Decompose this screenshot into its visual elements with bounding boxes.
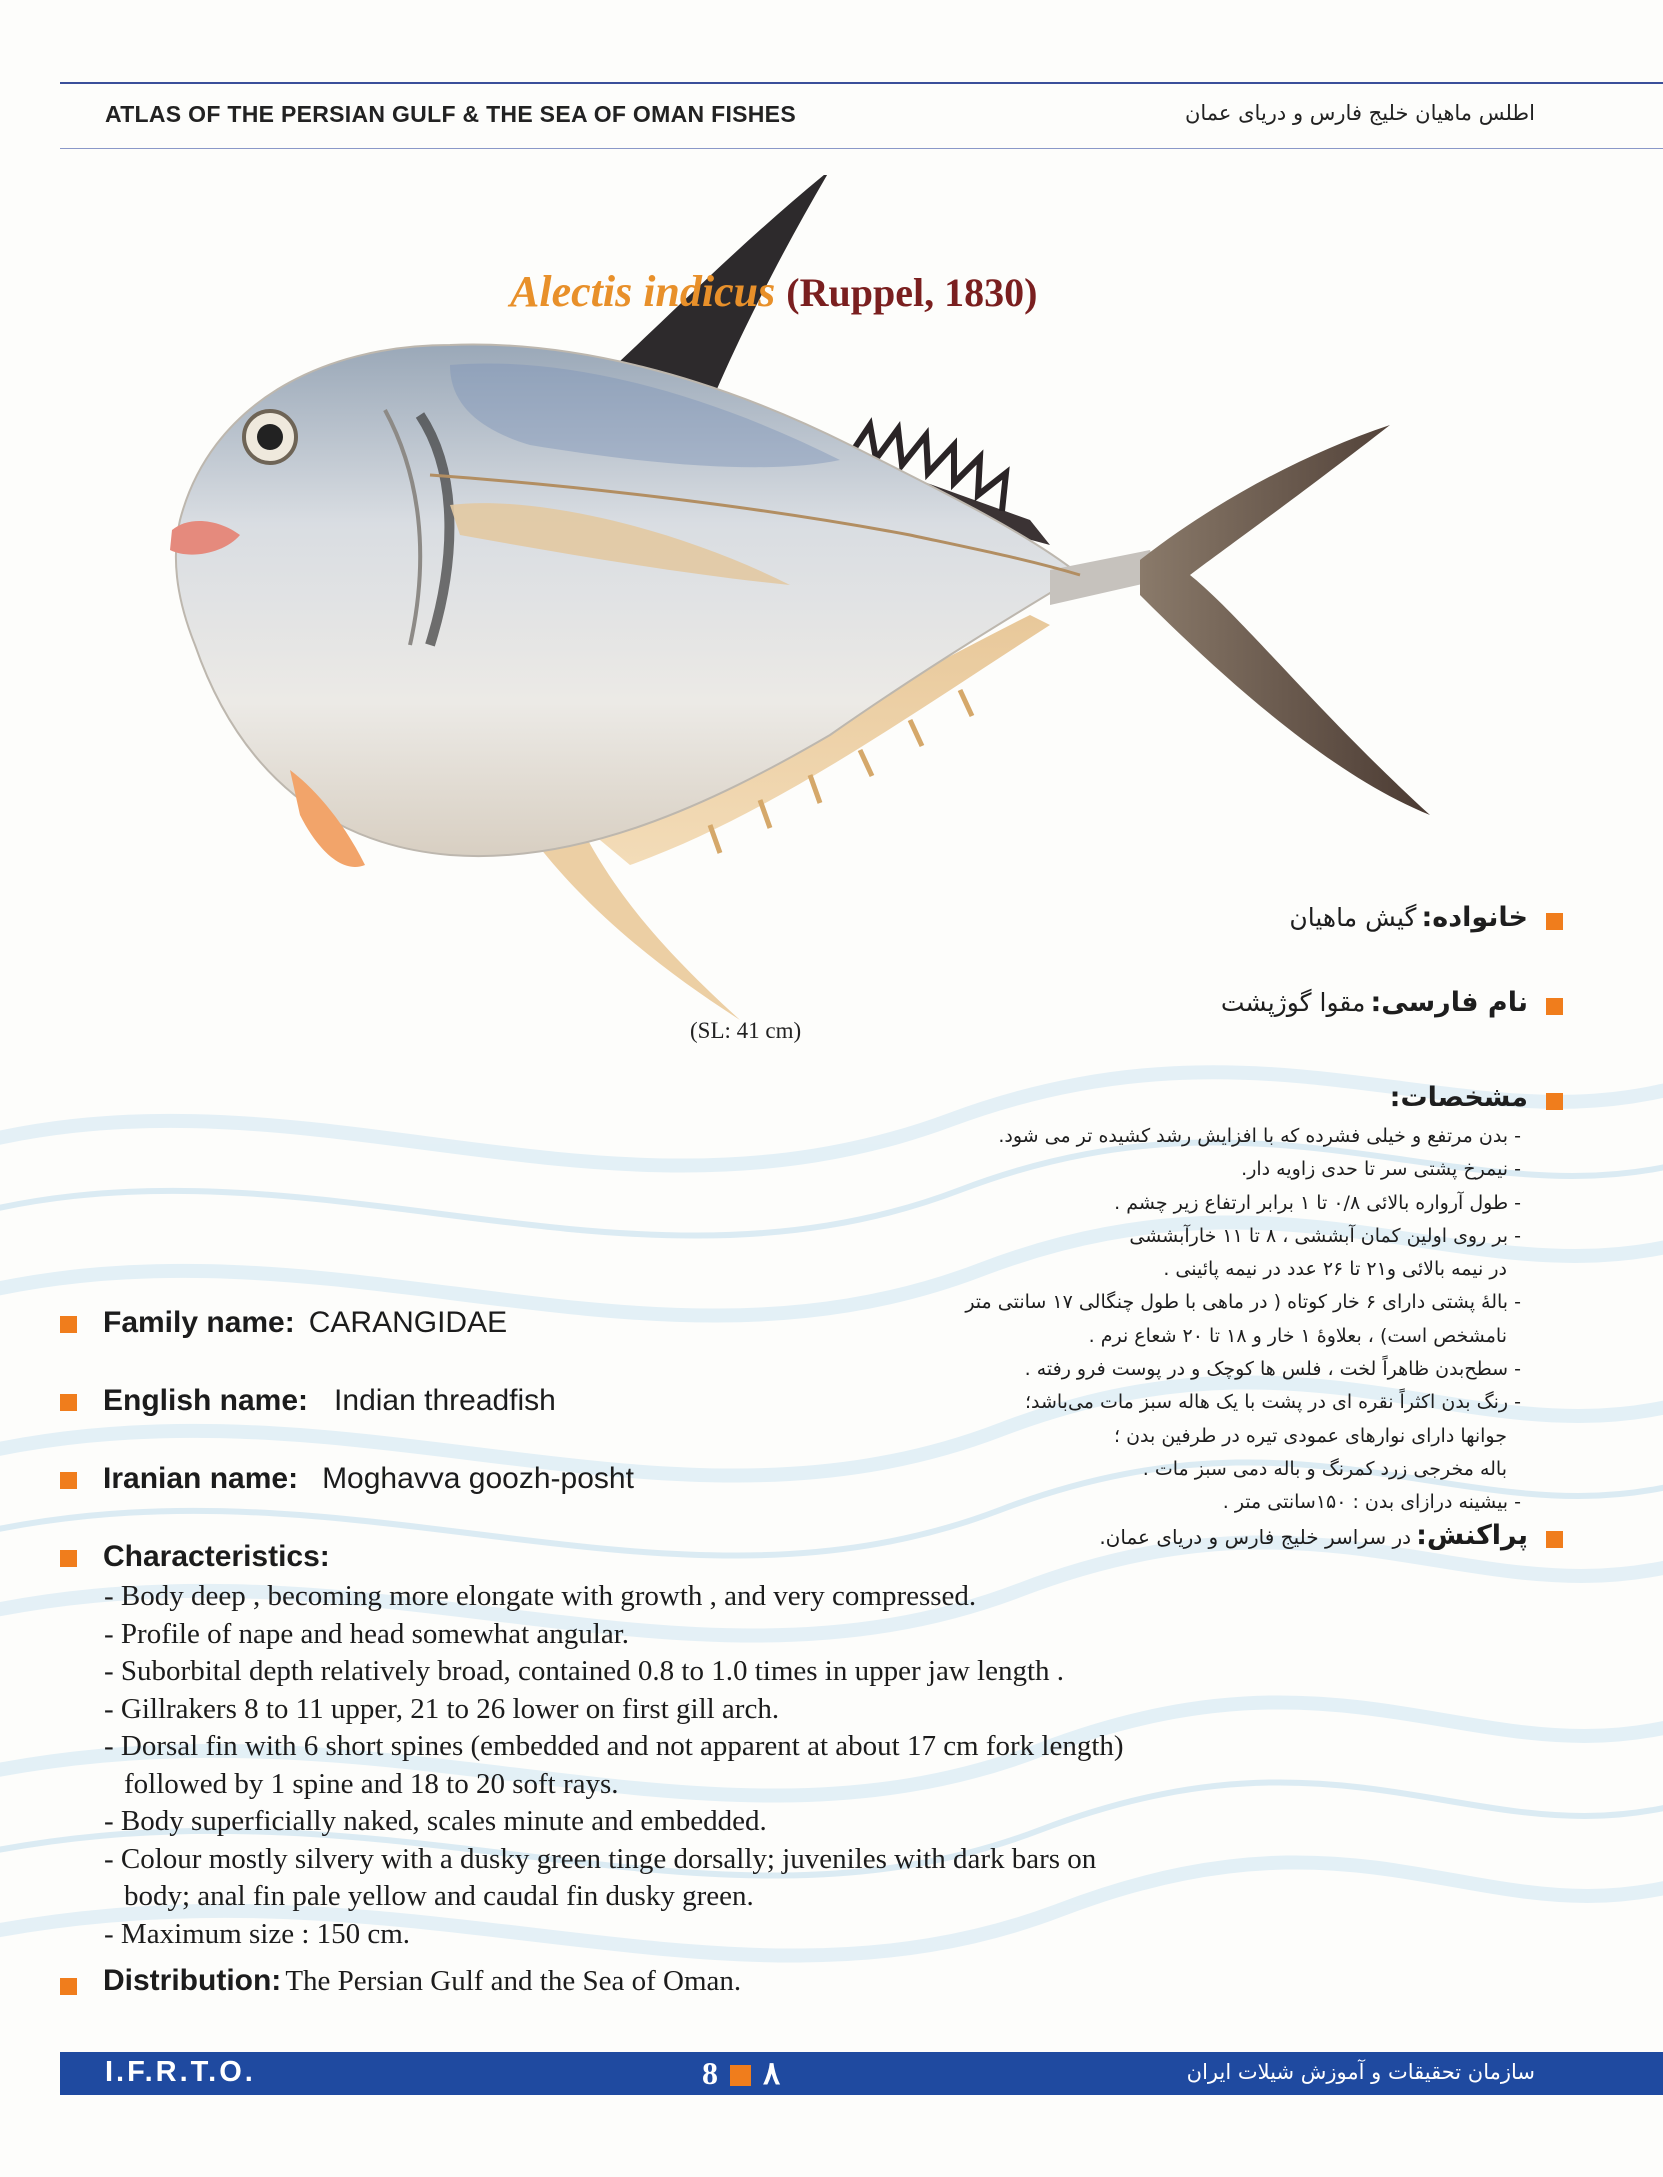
footer-org-persian: سازمان تحقیقات و آموزش شیلات ایران <box>1186 2060 1535 2084</box>
en-characteristic-line: - Dorsal fin with 6 short spines (embedded and not apparent at about 17 cm fork length) <box>104 1730 1124 1762</box>
en-characteristic-line: - Body deep , becoming more elongate with growth , and very compressed. <box>104 1580 977 1612</box>
fa-characteristic-line: نامشخص است) ، بعلاوهٔ ۱ خار و ۱۸ تا ۲۰ شعاع نرم . <box>1088 1324 1507 1347</box>
footer-bar <box>60 2052 1663 2095</box>
fa-characteristic-line: - بالهٔ پشتی دارای ۶ خار کوتاه ( در ماهی با طول چنگالی ۱۷ سانتی متر <box>965 1291 1521 1314</box>
en-iranian-name-label: Iranian name: <box>103 1462 299 1495</box>
fa-name-label: نام فارسی: <box>1370 987 1528 1018</box>
en-characteristics-label: Characteristics: <box>103 1540 330 1573</box>
orange-square-bullet-icon <box>60 1978 77 1995</box>
en-characteristic-line: - Colour mostly silvery with a dusky green tinge dorsally; juveniles with dark bars on <box>104 1842 1097 1875</box>
fa-characteristics-heading <box>1390 1082 1563 1113</box>
en-family-row <box>60 1306 507 1340</box>
page-number-latin: 8 <box>702 2055 718 2091</box>
fa-family-label: خانواده: <box>1421 902 1528 933</box>
fa-characteristic-line: جوانها دارای نوارهای عمودی تیره در طرفین بدن ؛ <box>1114 1424 1507 1447</box>
orange-square-bullet-icon <box>60 1394 77 1411</box>
fa-name-value: مقوا گوژپشت <box>1220 988 1366 1017</box>
orange-square-bullet-icon <box>60 1472 77 1489</box>
header-rule-bottom <box>60 148 1663 149</box>
fa-family-row <box>1289 902 1563 933</box>
page-number-persian: ۸ <box>763 2055 781 2091</box>
orange-square-bullet-icon <box>60 1316 77 1333</box>
en-characteristics-list <box>104 1578 1124 1953</box>
running-header-english: ATLAS OF THE PERSIAN GULF & THE SEA OF OMAN FISHES <box>105 101 796 127</box>
fa-family-value: گیش ماهیان <box>1289 903 1417 932</box>
fa-characteristic-line: - طول آرواره بالائی ۰/۸ تا ۱ برابر ارتفاع زیر چشم . <box>1114 1191 1521 1214</box>
fa-characteristic-line: - رنگ بدن اکثراً نقره ای در پشت با یک هاله سبز مات می‌باشد؛ <box>1024 1391 1521 1414</box>
orange-square-bullet-icon <box>730 2065 751 2086</box>
en-characteristic-line: - Maximum size : 150 cm. <box>104 1917 411 1950</box>
en-family-label: Family name: <box>103 1306 295 1339</box>
fa-characteristic-line: در نیمه بالائی و۲۱ تا ۲۶ عدد در نیمه پائینی . <box>1163 1258 1507 1281</box>
header-rule-top <box>60 82 1663 84</box>
en-characteristic-line: - Profile of nape and head somewhat angular. <box>104 1617 630 1650</box>
fa-characteristic-line: باله مخرجی زرد کمرنگ و باله دمی سبز مات . <box>1142 1457 1507 1480</box>
en-family-value: CARANGIDAE <box>308 1306 508 1339</box>
fa-distribution-label: پراکنش: <box>1416 1520 1528 1551</box>
en-distribution-value: The Persian Gulf and the Sea of Oman. <box>285 1965 742 1997</box>
species-authority: (Ruppel, 1830) <box>786 270 1038 315</box>
orange-square-bullet-icon <box>1546 1093 1563 1110</box>
orange-square-bullet-icon <box>1546 913 1563 930</box>
species-title <box>510 266 1037 317</box>
fa-characteristic-line: - بدن مرتفع و خیلی فشرده که با افزایش رشد کشیده تر می شود. <box>998 1125 1521 1147</box>
footer-org-english: I.F.R.T.O. <box>105 2056 256 2088</box>
en-characteristics-heading <box>60 1540 330 1574</box>
fa-characteristic-line: - بر روی اولین کمان آبششی ، ۸ تا ۱۱ خارآبششی <box>1129 1224 1521 1247</box>
fa-characteristic-line: - سطح‌بدن ظاهراً لخت ، فلس ها کوچک و در پوست فرو رفته . <box>1024 1358 1521 1381</box>
fa-characteristics-list <box>965 1120 1521 1520</box>
en-iranian-name-value: Moghavva goozh-posht <box>322 1462 634 1495</box>
standard-length-caption: (SL: 41 cm) <box>690 1018 802 1043</box>
en-characteristic-line: followed by 1 spine and 18 to 20 soft rays. <box>124 1767 619 1800</box>
en-characteristic-line: - Body superficially naked, scales minute and embedded. <box>104 1805 767 1837</box>
page-number <box>702 2054 780 2092</box>
en-characteristic-line: - Gillrakers 8 to 11 upper, 21 to 26 lower on first gill arch. <box>104 1692 780 1725</box>
fa-characteristics-label: مشخصات: <box>1389 1082 1528 1113</box>
running-header-persian: اطلس ماهیان خلیج فارس و دریای عمان <box>1184 101 1535 125</box>
scientific-name: Alectis indicus <box>510 267 776 316</box>
en-english-name-value: Indian threadfish <box>334 1384 556 1417</box>
en-distribution-label: Distribution: <box>103 1964 282 1997</box>
fa-characteristic-line: - نیمرخ پشتی سر تا حدی زاویه دار. <box>1241 1158 1521 1181</box>
en-characteristic-line: - Suborbital depth relatively broad, contained 0.8 to 1.0 times in upper jaw length . <box>104 1655 1065 1687</box>
orange-square-bullet-icon <box>1546 998 1563 1015</box>
fa-characteristic-line: - بیشینه درازای بدن : ۱۵۰سانتی متر . <box>1222 1491 1521 1514</box>
fa-distribution-value: در سراسر خلیج فارس و دریای عمان. <box>1099 1525 1412 1549</box>
en-distribution-row <box>60 1964 741 1998</box>
orange-square-bullet-icon <box>60 1550 77 1567</box>
en-characteristic-line: body; anal fin pale yellow and caudal fin dusky green. <box>124 1880 754 1912</box>
orange-square-bullet-icon <box>1546 1531 1563 1548</box>
en-english-name-row <box>60 1384 556 1418</box>
fa-distribution-row <box>1099 1520 1563 1551</box>
en-english-name-label: English name: <box>103 1384 309 1417</box>
fa-name-row <box>1221 987 1563 1018</box>
en-iranian-name-row <box>60 1462 634 1496</box>
